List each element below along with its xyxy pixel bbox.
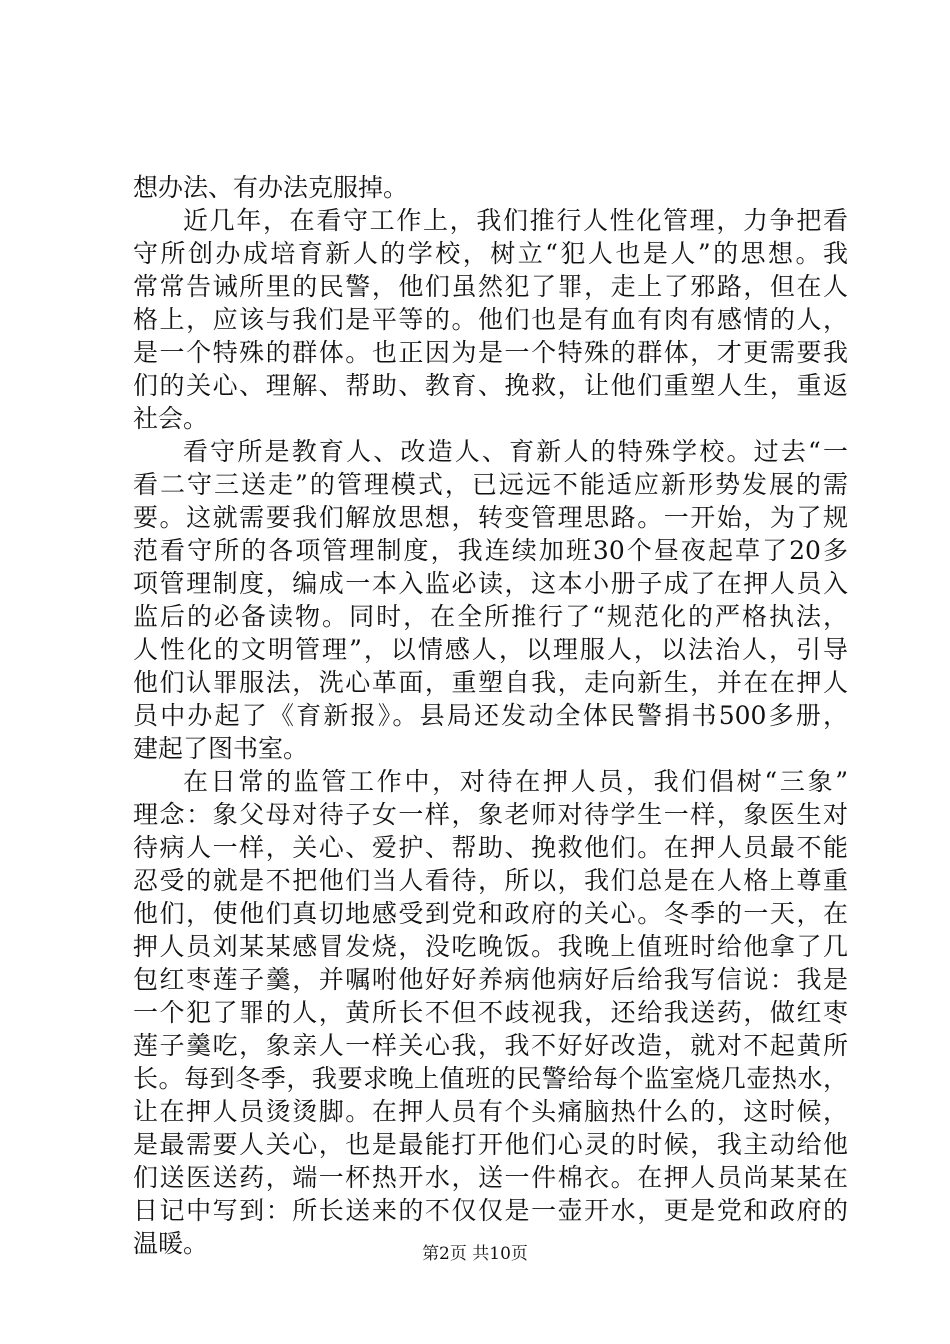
text-line: 格上，应该与我们是平等的。他们也是有血有肉有感情的人，	[133, 305, 848, 334]
text-line: 建起了图书室。	[133, 734, 309, 763]
text-line: 看二守三送走”的管理模式，已远远不能适应新形势发展的需	[133, 470, 848, 499]
text-line: 押人员刘某某感冒发烧，没吃晚饭。我晚上值班时给他拿了几	[133, 932, 848, 961]
document-body	[133, 171, 848, 1260]
text-line: 想办法、有办法克服掉。	[133, 173, 409, 202]
text-line: 莲子羹吃，象亲人一样关心我，我不好好改造，就对不起黄所	[133, 1031, 848, 1060]
text-line: 待病人一样，关心、爱护、帮助、挽救他们。在押人员最不能	[133, 833, 848, 862]
text-line: 一个犯了罪的人，黄所长不但不歧视我，还给我送药，做红枣	[133, 998, 848, 1027]
text-line: 近几年，在看守工作上，我们推行人性化管理，力争把看	[183, 206, 848, 235]
text-line: 社会。	[133, 404, 209, 433]
text-line: 在日常的监管工作中，对待在押人员，我们倡树“三象”	[183, 767, 848, 796]
page-footer: 第2页 共10页	[422, 1244, 528, 1264]
text-line: 温暖。	[133, 1229, 209, 1258]
text-line: 范看守所的各项管理制度，我连续加班30个昼夜起草了20多	[133, 536, 848, 565]
text-line: 忍受的就是不把他们当人看待，所以，我们总是在人格上尊重	[133, 866, 848, 895]
text-line: 看守所是教育人、改造人、育新人的特殊学校。过去“一	[183, 437, 848, 466]
text-line: 常常告诫所里的民警，他们虽然犯了罪，走上了邪路，但在人	[133, 272, 848, 301]
text-line: 日记中写到：所长送来的不仅仅是一壶开水，更是党和政府的	[133, 1196, 848, 1225]
text-line: 员中办起了《育新报》。县局还发动全体民警捐书500多册，	[133, 701, 848, 730]
text-line: 让在押人员烫烫脚。在押人员有个头痛脑热什么的，这时候，	[133, 1097, 848, 1126]
text-line: 们的关心、理解、帮助、教育、挽救，让他们重塑人生，重返	[133, 371, 848, 400]
text-line: 人性化的文明管理”，以情感人，以理服人，以法治人，引导	[133, 635, 848, 664]
text-line: 是最需要人关心，也是最能打开他们心灵的时候，我主动给他	[133, 1130, 848, 1159]
text-line: 监后的必备读物。同时，在全所推行了“规范化的严格执法，	[133, 602, 848, 631]
text-line: 守所创办成培育新人的学校，树立“犯人也是人”的思想。我	[133, 239, 848, 268]
text-line: 是一个特殊的群体。也正因为是一个特殊的群体，才更需要我	[133, 338, 848, 367]
text-line: 他们，使他们真切地感受到党和政府的关心。冬季的一天，在	[133, 899, 848, 928]
text-line: 包红枣莲子羹，并嘱咐他好好养病他病好后给我写信说：我是	[133, 965, 848, 994]
text-line: 理念：象父母对待子女一样，象老师对待学生一样，象医生对	[133, 800, 848, 829]
text-line: 项管理制度，编成一本入监必读，这本小册子成了在押人员入	[133, 569, 848, 598]
text-line: 要。这就需要我们解放思想，转变管理思路。一开始，为了规	[133, 503, 848, 532]
text-line: 们送医送药，端一杯热开水，送一件棉衣。在押人员尚某某在	[133, 1163, 848, 1192]
text-line: 他们认罪服法，洗心革面，重塑自我，走向新生，并在在押人	[133, 668, 848, 697]
text-line: 长。每到冬季，我要求晚上值班的民警给每个监室烧几壶热水，	[133, 1064, 848, 1093]
